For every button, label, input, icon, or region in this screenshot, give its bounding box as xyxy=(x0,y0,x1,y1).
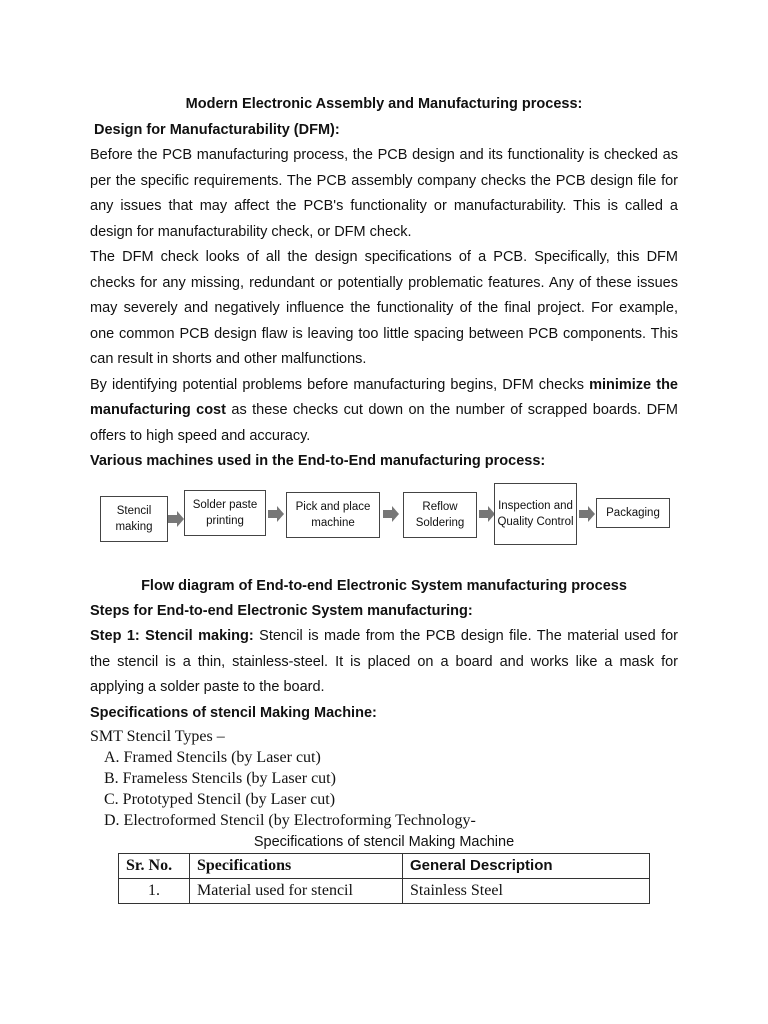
header-cell: Sr. No. xyxy=(119,853,190,878)
list-item: B. Frameless Stencils (by Laser cut) xyxy=(104,769,336,787)
flow-arrow-icon xyxy=(168,511,184,527)
header-cell: Specifications xyxy=(190,853,403,878)
header-cell: General Description xyxy=(403,853,650,878)
flow-step-reflow: Reflow Soldering xyxy=(403,492,477,538)
list-item: A. Framed Stencils (by Laser cut) xyxy=(104,748,321,766)
flow-caption: Flow diagram of End-to-end Electronic System manufacturing process xyxy=(141,578,627,594)
table-cell: 1. xyxy=(119,878,190,903)
document-page xyxy=(90,96,678,904)
flow-diagram xyxy=(90,486,678,556)
table-header-row xyxy=(119,853,650,878)
steps-heading: Steps for End-to-end Electronic System manufacturing: xyxy=(90,603,473,619)
paragraph-dfm-intro: Before the PCB manufacturing process, the PCB design and its functionality is checked as per the specific requirements. The PCB assembly company checks the PCB design file for any issues that may affect the PCB's functionality or manufacturability. This is called a design for manufacturability check, or DFM check. xyxy=(90,147,678,240)
list-item: D. Electroformed Stencil (by Electroforming Technology- xyxy=(104,811,476,829)
flow-arrow-icon xyxy=(579,506,595,522)
table-cell: Stainless Steel xyxy=(403,878,650,903)
flow-arrow-icon xyxy=(268,506,284,522)
table-cell: Material used for stencil xyxy=(190,878,403,903)
spec-table xyxy=(118,853,650,904)
list-item: C. Prototyped Stencil (by Laser cut) xyxy=(104,790,336,808)
flow-step-packaging: Packaging xyxy=(596,498,670,528)
table-caption: Specifications of stencil Making Machine xyxy=(253,833,515,850)
step1-text: Stencil is made from the PCB design file. The material used for the stencil is a thin, stainless-steel. It is placed on a board and works like a mask for applying a solder paste to the board. xyxy=(90,628,679,695)
para3-before: By identifying potential problems before manufacturing begins, DFM checks xyxy=(90,376,590,393)
para3-bold: minimize the manufacturing cost xyxy=(90,376,678,418)
table-row xyxy=(119,878,650,903)
paragraph-dfm-benefits xyxy=(90,373,678,450)
flow-step-solder-paste: Solder paste printing xyxy=(184,490,266,536)
para3-after: as these checks cut down on the number of scrapped boards. DFM offers to high speed and accuracy. xyxy=(90,402,678,444)
smt-types-block xyxy=(90,726,678,831)
spec-heading: Specifications of stencil Making Machine: xyxy=(90,704,377,721)
flow-step-pick-and-place: Pick and place machine xyxy=(286,492,380,538)
step1-paragraph xyxy=(90,624,678,701)
flow-arrow-icon xyxy=(479,506,495,522)
flow-step-inspection: Inspection and Quality Control xyxy=(494,483,577,545)
paragraph-dfm-check: The DFM check looks of all the design specifications of a PCB. Specifically, this DFM checks for any missing, redundant or potentially problematic features. Any of these issues may severely and negatively influence the functionality of the final project. For example, one common PCB design flaw is leaving too little spacing between PCB components. This can result in shorts and other malfunctions. xyxy=(90,249,678,367)
document-title: Modern Electronic Assembly and Manufacturing process: xyxy=(185,96,583,112)
smt-title: SMT Stencil Types – xyxy=(90,727,225,745)
machines-heading: Various machines used in the End-to-End manufacturing process: xyxy=(90,453,546,469)
smt-types-list xyxy=(90,747,678,831)
flow-arrow-icon xyxy=(383,506,399,522)
dfm-heading: Design for Manufacturability (DFM): xyxy=(94,122,340,138)
step1-label: Step 1: Stencil making: xyxy=(90,628,254,644)
flow-step-stencil-making: Stencil making xyxy=(100,496,168,542)
